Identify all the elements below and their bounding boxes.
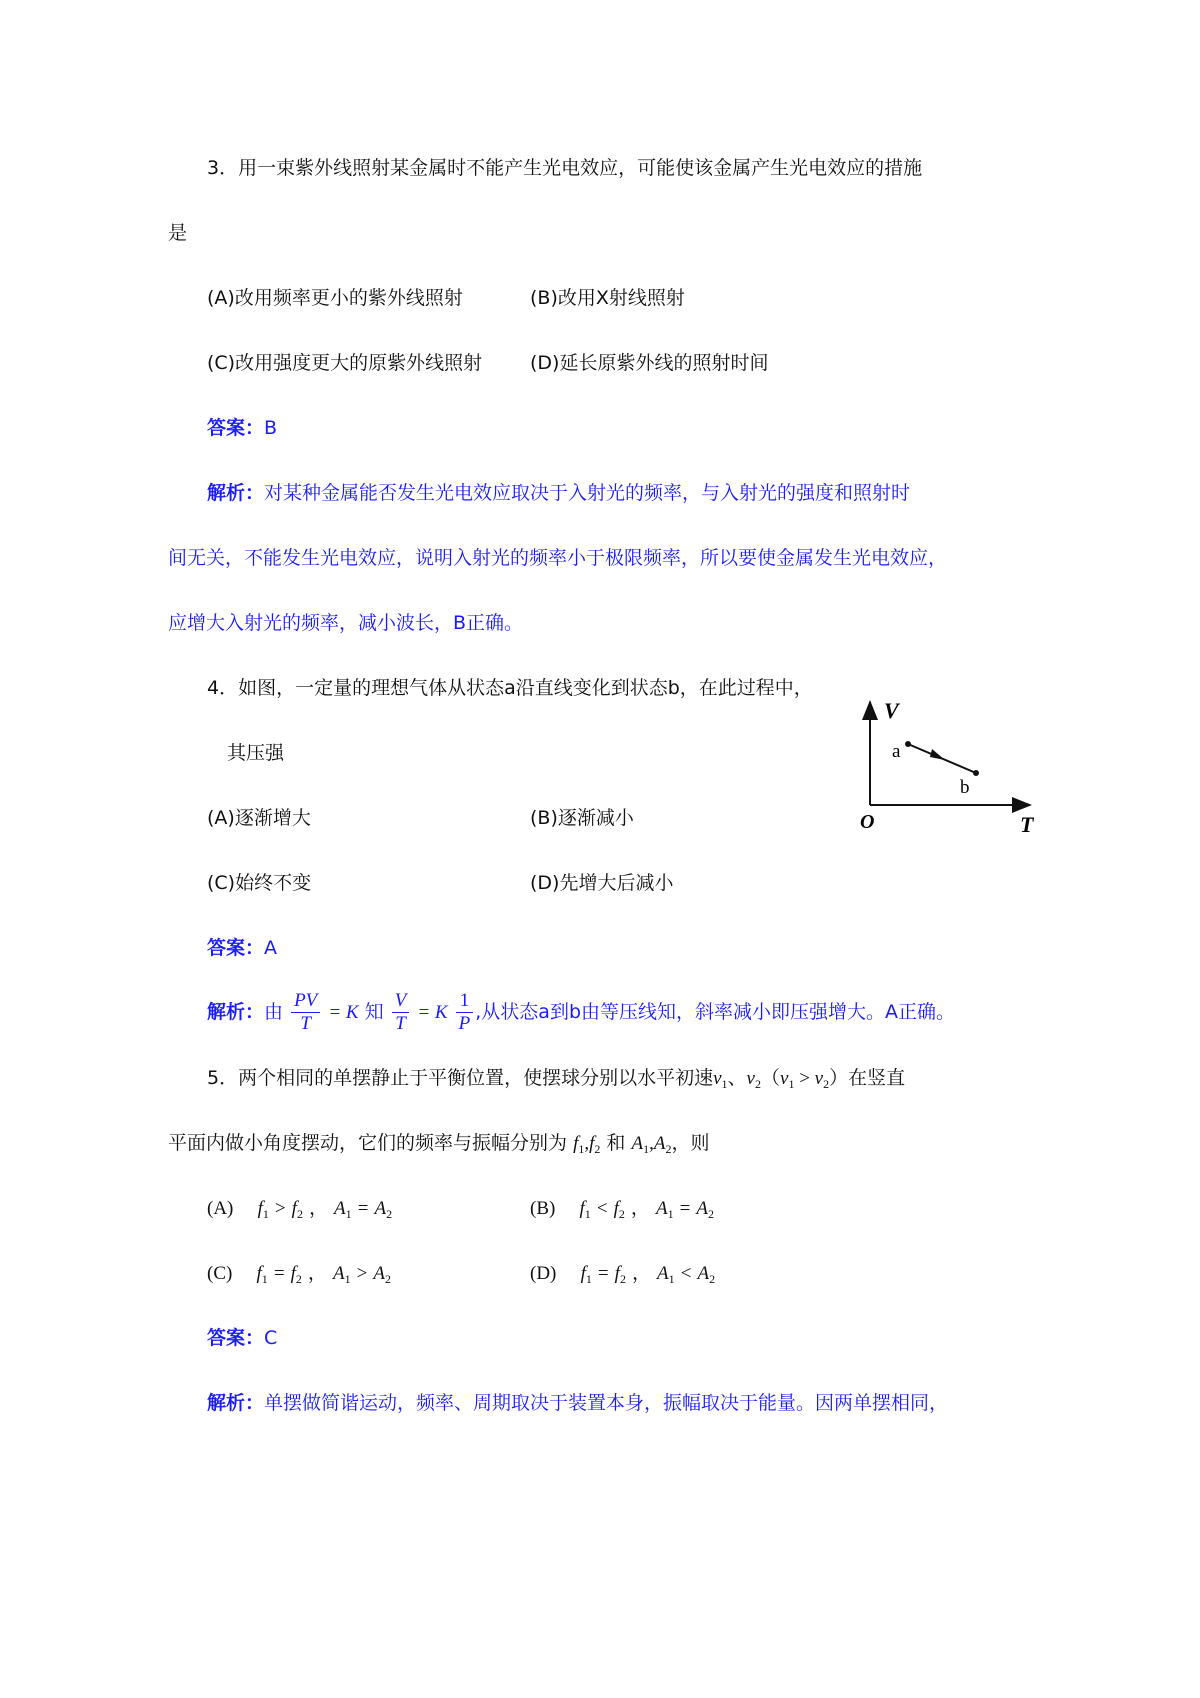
q5-cond-v2: v bbox=[814, 1068, 824, 1089]
q5-f1-sub: 1 bbox=[578, 1142, 585, 1156]
q5-cond-gt: > bbox=[794, 1068, 815, 1089]
q3-option-c: (C)改用强度更大的原紫外线照射 bbox=[207, 352, 483, 374]
q4-answer-label: 答案： bbox=[207, 937, 265, 959]
q4-graph-origin-label: O bbox=[860, 811, 875, 833]
q5-opt-d-tag: (D) bbox=[530, 1263, 557, 1284]
q4-option-a: (A)逐渐增大 bbox=[207, 807, 311, 829]
q3-answer bbox=[207, 416, 277, 440]
q4-frac1-num: PV bbox=[291, 990, 320, 1013]
q5-stem-pre: 5．两个相同的单摆静止于平衡位置，使摆球分别以水平初速 bbox=[207, 1067, 714, 1089]
q5-analysis-label: 解析： bbox=[207, 1392, 265, 1414]
q3-answer-label: 答案： bbox=[207, 417, 265, 439]
q3-analysis-line3: 应增大入射光的频率，减小波长，B正确。 bbox=[168, 612, 524, 634]
q5-stem2-post: ，则 bbox=[671, 1132, 710, 1154]
q4-graph-y-label: V bbox=[884, 698, 899, 723]
q4-graph-x-label: T bbox=[1020, 812, 1034, 837]
q3-analysis-line2: 间无关，不能发生光电效应，说明入射光的频率小于极限频率，所以要使金属发生光电效应， bbox=[168, 547, 948, 569]
q5-cond-v1-sub: 1 bbox=[788, 1077, 795, 1091]
q5-option-a: (A) $f_1 > f_2$ ， $A_1 = A_2$ bbox=[207, 1197, 393, 1221]
q4-eq1: = K bbox=[328, 1002, 359, 1023]
q5-v2-sub: 2 bbox=[754, 1077, 761, 1091]
q4-frac-1-over-p bbox=[456, 990, 474, 1035]
q3-option-d: (D)延长原紫外线的照射时间 bbox=[530, 352, 769, 374]
q5-opt-c-rel-f: = bbox=[273, 1263, 285, 1284]
q4-stem-line1: 4．如图，一定量的理想气体从状态a沿直线变化到状态b，在此过程中， bbox=[207, 677, 813, 699]
q5-stem2-pre: 平面内做小角度摆动，它们的频率与振幅分别为 bbox=[168, 1132, 568, 1154]
q4-stem-line2: 其压强 bbox=[227, 742, 285, 764]
q4-graph-direction-arrow bbox=[930, 749, 945, 760]
q5-answer-value: C bbox=[264, 1327, 278, 1349]
q5-a-comma: , bbox=[649, 1133, 654, 1154]
q5-f-comma: , bbox=[584, 1133, 590, 1154]
q3-analysis-line1 bbox=[207, 481, 910, 505]
q5-opt-b-tag: (B) bbox=[530, 1198, 556, 1219]
q5-answer bbox=[207, 1326, 277, 1350]
q4-frac2-num: V bbox=[392, 990, 410, 1013]
q5-opt-a-tag: (A) bbox=[207, 1198, 234, 1219]
q3-option-b: (B)改用X射线照射 bbox=[530, 287, 685, 309]
q4-graph-b-label: b bbox=[960, 777, 970, 798]
q3-stem-line2: 是 bbox=[168, 222, 188, 244]
q5-answer-label: 答案： bbox=[207, 1327, 265, 1349]
q4-frac1-den: T bbox=[300, 1013, 311, 1034]
q5-a1-sub: 1 bbox=[643, 1142, 650, 1156]
q4-graph-point-a bbox=[905, 741, 911, 747]
q4-frac-v-over-t bbox=[392, 990, 410, 1035]
q5-and: 和 bbox=[606, 1132, 626, 1154]
q5-cond-open: （ bbox=[760, 1068, 780, 1089]
q4-eq2: = K bbox=[417, 1002, 448, 1023]
q4-frac3-num: 1 bbox=[456, 990, 474, 1013]
q4-option-c: (C)始终不变 bbox=[207, 872, 312, 894]
q4-know: 知 bbox=[364, 1001, 384, 1023]
q4-frac-pv-over-t bbox=[291, 990, 320, 1035]
q4-frac2-den: T bbox=[395, 1013, 406, 1034]
q5-opt-c-tag: (C) bbox=[207, 1263, 233, 1284]
q3-answer-value: B bbox=[264, 417, 278, 439]
q5-a1: A bbox=[631, 1133, 644, 1154]
q5-f2: f bbox=[589, 1133, 595, 1154]
q5-v1-sub: 1 bbox=[721, 1077, 728, 1091]
q5-opt-b-rel-f: < bbox=[596, 1198, 608, 1219]
q4-analysis-label: 解析： bbox=[207, 1001, 265, 1023]
q5-sep: 、 bbox=[727, 1067, 747, 1089]
q5-a2-sub: 2 bbox=[665, 1142, 672, 1156]
q5-opt-c-rel-a: > bbox=[356, 1263, 368, 1284]
q5-f2-sub: 2 bbox=[594, 1142, 601, 1156]
q3-analysis-text1: 对某种金属能否发生光电效应取决于入射光的频率，与入射光的强度和照射时 bbox=[264, 482, 911, 504]
q4-option-b: (B)逐渐减小 bbox=[530, 807, 634, 829]
q5-cond-v2-sub: 2 bbox=[823, 1077, 830, 1091]
q5-option-c: (C) $f_1 = f_2$ ， $A_1 > A_2$ bbox=[207, 1262, 391, 1286]
q5-v2: v bbox=[746, 1068, 755, 1089]
q4-frac3-den: P bbox=[458, 1013, 471, 1034]
q5-v1: v bbox=[713, 1068, 722, 1089]
q5-opt-d-rel-f: = bbox=[597, 1263, 609, 1284]
q5-opt-a-rel-f: > bbox=[274, 1198, 286, 1219]
q5-stem-post: 在竖直 bbox=[848, 1067, 906, 1089]
q5-opt-d-rel-a: < bbox=[680, 1263, 692, 1284]
q3-analysis-label: 解析： bbox=[207, 482, 265, 504]
q4-analysis-post: ,从状态a到b由等压线知，斜率减小即压强增大。A正确。 bbox=[475, 1001, 956, 1023]
q3-stem-line1: 3．用一束紫外线照射某金属时不能产生光电效应，可能使该金属产生光电效应的措施 bbox=[207, 157, 923, 179]
q5-opt-a-rel-a: = bbox=[357, 1198, 369, 1219]
q4-vt-graph bbox=[850, 690, 1050, 840]
q5-analysis-text1: 单摆做简谐运动，频率、周期取决于装置本身，振幅取决于能量。因两单摆相同， bbox=[264, 1392, 949, 1414]
q4-graph-a-label: a bbox=[892, 741, 901, 762]
q3-option-a: (A)改用频率更小的紫外线照射 bbox=[207, 287, 463, 309]
q5-cond-v1: v bbox=[780, 1068, 789, 1089]
q5-cond-close: ） bbox=[829, 1068, 849, 1089]
q5-opt-b-rel-a: = bbox=[679, 1198, 691, 1219]
q5-analysis-line1 bbox=[207, 1391, 948, 1415]
q4-answer-value: A bbox=[264, 937, 278, 959]
q4-analysis-pre: 由 bbox=[264, 1001, 284, 1023]
q4-option-d: (D)先增大后减小 bbox=[530, 872, 674, 894]
q4-answer bbox=[207, 936, 277, 960]
q4-analysis bbox=[207, 988, 955, 1036]
q4-graph-point-b bbox=[973, 770, 979, 776]
q5-a2: A bbox=[653, 1133, 666, 1154]
q5-f1: f bbox=[573, 1133, 579, 1154]
q5-option-d: (D) $f_1 = f_2$ ， $A_1 < A_2$ bbox=[530, 1262, 716, 1286]
q5-stem-line2 bbox=[168, 1131, 709, 1156]
q5-stem-line1 bbox=[207, 1066, 905, 1091]
q5-option-b: (B) $f_1 < f_2$ ， $A_1 = A_2$ bbox=[530, 1197, 714, 1221]
